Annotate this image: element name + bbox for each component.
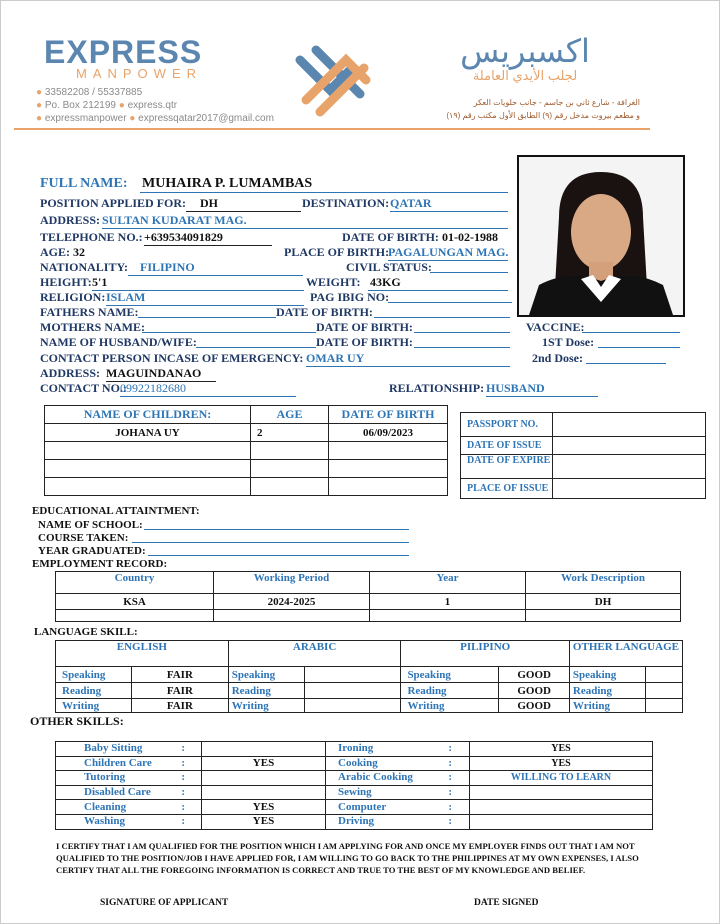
skill-colon: : <box>432 814 470 829</box>
children-table <box>44 405 448 496</box>
skill-colon: : <box>166 742 202 757</box>
skill-name: Disabled Care <box>56 785 166 800</box>
skill-row <box>56 800 653 815</box>
table-row <box>461 437 706 455</box>
expire-date-value <box>553 455 706 479</box>
email-icon: ● <box>129 113 136 124</box>
vaccine-line <box>582 332 680 333</box>
skill-label: Writing <box>401 699 499 713</box>
table-cell <box>45 478 251 496</box>
skill-label: Reading <box>228 683 304 699</box>
table-cell <box>45 442 251 460</box>
skill-colon: : <box>432 771 470 786</box>
child-dob-cell: 06/09/2023 <box>329 424 448 442</box>
brand-subtitle: MANPOWER <box>76 66 202 81</box>
skill-row <box>56 785 653 800</box>
other-reading <box>645 683 682 699</box>
dob-label: DATE OF BIRTH: <box>342 230 439 244</box>
children-name-header: NAME OF CHILDREN: <box>45 406 251 424</box>
father-dob-label: DATE OF BIRTH: <box>276 305 373 319</box>
skill-row <box>56 756 653 771</box>
skill-value <box>470 814 653 829</box>
skill-value <box>202 785 326 800</box>
table-cell <box>214 610 370 622</box>
description-header: Work Description <box>526 572 681 594</box>
civil-status-label: CIVIL STATUS: <box>346 260 432 274</box>
date-signed-label: DATE SIGNED <box>474 898 539 908</box>
skill-colon: : <box>432 800 470 815</box>
skill-value <box>470 785 653 800</box>
mother-dob-line <box>414 332 510 333</box>
child-name-cell: JOHANA UY <box>45 424 251 442</box>
skill-name: Cleaning <box>56 800 166 815</box>
skill-label: Reading <box>56 683 132 699</box>
mother-dob-label: DATE OF BIRTH: <box>316 320 413 334</box>
other-speaking <box>645 667 682 683</box>
dose2-label: 2nd Dose: <box>532 351 584 365</box>
passport-no-value <box>553 413 706 437</box>
table-cell <box>251 478 329 496</box>
mail-icon: ● <box>36 100 43 111</box>
table-cell: 1 <box>370 594 526 610</box>
company-emblem-icon <box>290 40 376 122</box>
brand-subtitle-ar: لجلب الأيدي العاملة <box>472 68 578 83</box>
company-handle: expressmanpower <box>44 113 127 124</box>
table-row <box>56 667 683 683</box>
full-name-label: FULL NAME: <box>40 176 128 191</box>
skill-value: YES <box>202 756 326 771</box>
issue-place-label: PLACE OF ISSUE <box>461 479 553 499</box>
skill-colon: : <box>166 814 202 829</box>
table-cell: KSA <box>56 594 214 610</box>
address-ar-line2: و مطعم بيروت مدخل رقم (٩) الطابق الأول مكتب رقم (١٩) <box>446 111 640 120</box>
education-title: EDUCATIONAL ATTAINTMENT: <box>32 505 200 517</box>
table-row <box>45 460 448 478</box>
skill-colon: : <box>166 756 202 771</box>
table-row <box>56 594 681 610</box>
vaccine-label: VACCINE: <box>526 320 585 334</box>
applicant-portrait-icon <box>519 157 683 315</box>
skill-label: Writing <box>228 699 304 713</box>
dose1-label: 1ST Dose: <box>542 335 595 349</box>
nationality-value: FILIPINO <box>128 260 303 276</box>
table-row <box>45 478 448 496</box>
table-cell <box>251 460 329 478</box>
skill-name: Ironing <box>326 742 432 757</box>
contact-no-value: 09922182680 <box>120 381 296 397</box>
other-skills-title: OTHER SKILLS: <box>30 714 124 728</box>
signature-label: SIGNATURE OF APPLICANT <box>100 898 229 908</box>
contact-person-label: CONTACT PERSON INCASE OF EMERGENCY: <box>40 351 304 365</box>
table-row <box>461 479 706 499</box>
age-value: 32 <box>73 245 85 259</box>
issue-place-value <box>553 479 706 499</box>
address2-value: MAGUINDANAO <box>106 366 216 382</box>
other-writing <box>645 699 682 713</box>
skill-row <box>56 814 653 829</box>
mothers-name-line <box>142 332 316 333</box>
age-label: AGE: <box>40 245 70 259</box>
skill-name: Children Care <box>56 756 166 771</box>
brand-name-ar: اكسبريس <box>460 33 590 69</box>
country-header: Country <box>56 572 214 594</box>
skill-label: Writing <box>56 699 132 713</box>
pagibig-line <box>388 302 512 303</box>
table-cell <box>329 442 448 460</box>
contact-block <box>36 86 274 125</box>
telephone-value: +639534091829 <box>144 230 272 246</box>
table-cell <box>526 610 681 622</box>
arabic-speaking <box>304 667 401 683</box>
brand-name: EXPRESS <box>44 34 203 70</box>
passport-no-label: PASSPORT NO. <box>461 413 553 437</box>
table-row <box>45 442 448 460</box>
instagram-icon: ● <box>36 113 43 124</box>
relationship-label: RELATIONSHIP: <box>389 381 485 395</box>
height-value: 5'1 <box>92 275 304 291</box>
skill-colon: : <box>166 800 202 815</box>
school-line <box>144 529 409 530</box>
skill-colon: : <box>432 785 470 800</box>
certification-text: I CERTIFY THAT I AM QUALIFIED FOR THE POSITION WHICH I AM APPLYING FOR AND ONCE MY EMPLOYER FINDS OUT THAT I AM NOT QUALIFIED TO THE POSITION/JOB I HAVE APPLIED FOR, I AM WILLING TO GO BACK TO THE PHILIPPINES AT MY OWN EXPENSES, I ALSO CERTIFY THAT ALL THE FOREGOING INFORMATION IS CORRECT AND TRUE TO THE BEST OF MY KNOWLEDGE AND BELIEF. <box>56 841 639 875</box>
mothers-name-label: MOTHERS NAME: <box>40 320 145 334</box>
weight-label: WEIGHT: <box>306 275 361 289</box>
table-cell <box>45 460 251 478</box>
pob-label: PLACE OF BIRTH: <box>284 245 390 259</box>
religion-label: RELIGION: <box>40 290 106 304</box>
year-header: Year <box>370 572 526 594</box>
skill-colon: : <box>432 742 470 757</box>
destination-value: QATAR <box>390 196 508 212</box>
skill-name: Washing <box>56 814 166 829</box>
destination-label: DESTINATION: <box>302 196 390 210</box>
husband-label: NAME OF HUSBAND/WIFE: <box>40 335 197 349</box>
husband-dob-label: DATE OF BIRTH: <box>316 335 413 349</box>
skill-name: Computer <box>326 800 432 815</box>
issue-date-label: DATE OF ISSUE <box>461 437 553 455</box>
skill-label: Speaking <box>569 667 645 683</box>
language-table <box>55 640 683 713</box>
company-social: express.qtr <box>127 100 178 111</box>
dose2-line <box>586 363 666 364</box>
fathers-name-line <box>138 317 276 318</box>
position-label: POSITION APPLIED FOR: <box>40 196 187 210</box>
skill-colon: : <box>166 771 202 786</box>
position-value: DH <box>186 196 301 212</box>
table-cell <box>329 460 448 478</box>
skill-colon: : <box>166 785 202 800</box>
skill-row <box>56 771 653 786</box>
employment-header-row <box>56 572 681 594</box>
language-title: LANGUAGE SKILL: <box>34 626 138 638</box>
dose1-line <box>598 347 680 348</box>
skill-name: Baby Sitting <box>56 742 166 757</box>
father-dob-line <box>374 317 510 318</box>
address-value: SULTAN KUDARAT MAG. <box>102 213 508 229</box>
company-logo-ar <box>420 34 630 84</box>
skill-value <box>470 800 653 815</box>
expire-date-label: DATE OF EXPIRE <box>461 455 553 479</box>
header-divider <box>14 128 650 130</box>
skill-value: YES <box>470 756 653 771</box>
company-phone: 33582208 / 55337885 <box>44 87 143 98</box>
pagibig-label: PAG IBIG NO: <box>310 290 390 304</box>
english-writing: FAIR <box>132 699 229 713</box>
year-graduated-label: YEAR GRADUATED: <box>38 545 146 557</box>
table-row <box>461 455 706 479</box>
table-row <box>45 424 448 442</box>
children-dob-header: DATE OF BIRTH <box>329 406 448 424</box>
address-ar-line1: الغرافة - شارع ثاني بن جاسم - جانب حلويات العكر <box>473 98 640 107</box>
employment-table <box>55 571 681 622</box>
course-line <box>132 542 409 543</box>
company-logo-en <box>44 36 234 81</box>
table-cell <box>251 442 329 460</box>
company-email: expressqatar2017@gmail.com <box>138 113 274 124</box>
skill-row <box>56 742 653 757</box>
skill-value: YES <box>202 800 326 815</box>
contact-person-value: OMAR UY <box>306 351 510 367</box>
period-header: Working Period <box>214 572 370 594</box>
husband-dob-line <box>414 347 510 348</box>
english-header: ENGLISH <box>56 641 229 667</box>
skill-value: WILLING TO LEARN <box>470 771 653 786</box>
facebook-icon: ● <box>118 100 125 111</box>
table-row <box>461 413 706 437</box>
address-ar <box>400 96 640 122</box>
table-cell <box>329 478 448 496</box>
children-header-row <box>45 406 448 424</box>
address2-label: ADDRESS: <box>40 366 101 380</box>
skill-label: Speaking <box>401 667 499 683</box>
husband-line <box>196 347 316 348</box>
applicant-photo <box>517 155 685 317</box>
issue-date-value <box>553 437 706 455</box>
telephone-label: TELEPHONE NO.: <box>40 230 143 244</box>
table-cell: 2024-2025 <box>214 594 370 610</box>
relationship-value: HUSBAND <box>486 381 598 397</box>
skill-value: YES <box>202 814 326 829</box>
skill-value: YES <box>470 742 653 757</box>
table-cell: DH <box>526 594 681 610</box>
skill-value <box>202 742 326 757</box>
nationality-label: NATIONALITY: <box>40 260 129 274</box>
weight-value: 43KG <box>368 275 508 291</box>
phone-icon: ● <box>36 87 43 98</box>
address-label: ADDRESS: <box>40 213 101 227</box>
employment-title: EMPLOYMENT RECORD: <box>32 558 168 570</box>
table-cell <box>56 610 214 622</box>
skill-value <box>202 771 326 786</box>
pilipino-header: PILIPINO <box>401 641 569 667</box>
arabic-writing <box>304 699 401 713</box>
skill-name: Arabic Cooking <box>326 771 432 786</box>
other-language-header: OTHER LANGUAGE <box>569 641 682 667</box>
children-age-header: AGE <box>251 406 329 424</box>
contact-no-label: CONTACT NO.: <box>40 381 127 395</box>
skill-label: Reading <box>569 683 645 699</box>
table-row <box>56 610 681 622</box>
skill-name: Cooking <box>326 756 432 771</box>
language-header-row <box>56 641 683 667</box>
english-speaking: FAIR <box>132 667 229 683</box>
skill-label: Reading <box>401 683 499 699</box>
child-age-cell: 2 <box>251 424 329 442</box>
skill-name: Sewing <box>326 785 432 800</box>
civil-status-line <box>430 272 508 273</box>
skill-label: Speaking <box>56 667 132 683</box>
table-row <box>56 683 683 699</box>
passport-table <box>460 412 706 499</box>
dob-value: 01-02-1988 <box>442 230 498 244</box>
school-label: NAME OF SCHOOL: <box>38 519 143 531</box>
company-pobox: Po. Box 212199 <box>44 100 116 111</box>
skill-label: Speaking <box>228 667 304 683</box>
skill-name: Tutoring <box>56 771 166 786</box>
other-skills-table <box>55 741 653 830</box>
arabic-reading <box>304 683 401 699</box>
skill-colon: : <box>432 756 470 771</box>
full-name-value: MUHAIRA P. LUMAMBAS <box>140 176 508 193</box>
religion-value: ISLAM <box>106 290 304 306</box>
pob-value: PAGALUNGAN MAG. <box>388 245 509 259</box>
height-label: HEIGHT: <box>40 275 92 289</box>
course-label: COURSE TAKEN: <box>38 532 129 544</box>
fathers-name-label: FATHERS NAME: <box>40 305 139 319</box>
arabic-header: ARABIC <box>228 641 401 667</box>
pilipino-writing: GOOD <box>499 699 569 713</box>
year-graduated-line <box>148 555 409 556</box>
skill-name: Driving <box>326 814 432 829</box>
table-row <box>56 699 683 713</box>
table-cell <box>370 610 526 622</box>
pilipino-speaking: GOOD <box>499 667 569 683</box>
english-reading: FAIR <box>132 683 229 699</box>
skill-label: Writing <box>569 699 645 713</box>
pilipino-reading: GOOD <box>499 683 569 699</box>
